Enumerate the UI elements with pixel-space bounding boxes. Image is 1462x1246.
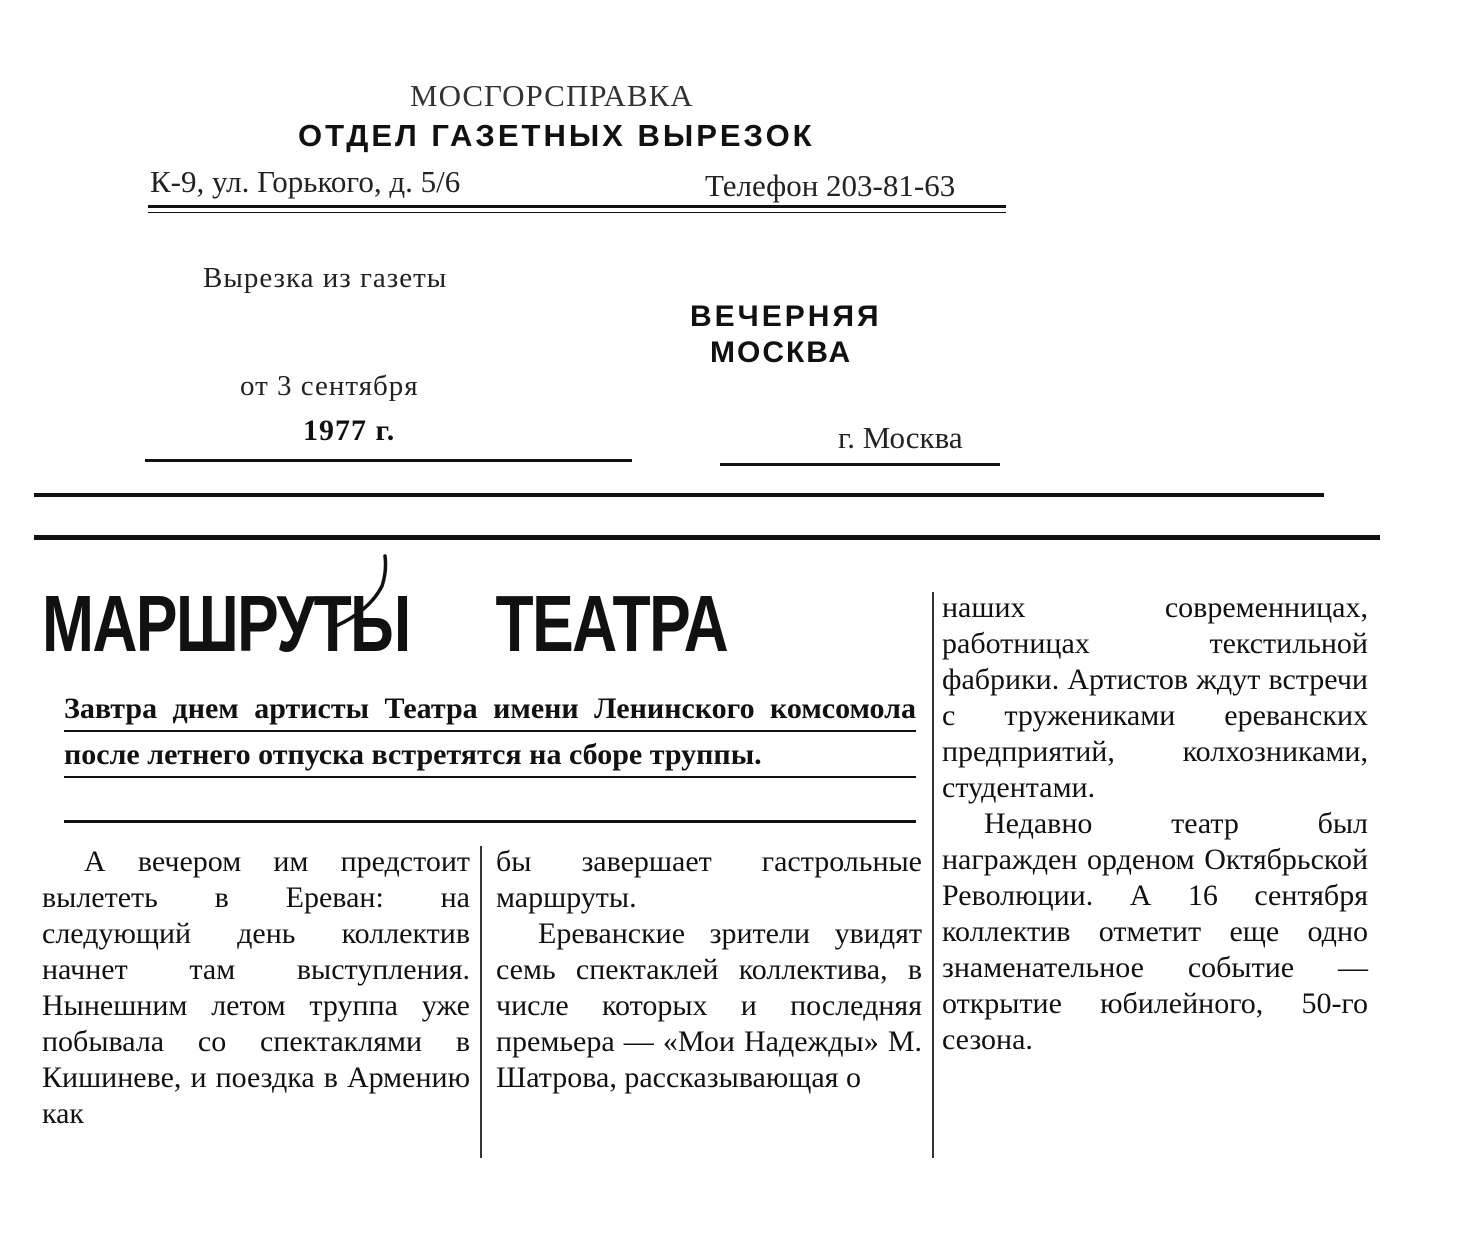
clipping-date: от 3 сентября [240, 370, 419, 402]
header-underline-thin [148, 212, 1006, 213]
paragraph: наших современницах, работницах текстильной фабрики. Артистов ждут встречи с тружениками ереванских предприятий, колхозниками, студентами. [942, 591, 1368, 804]
date-underline [145, 459, 632, 462]
article-column-3 [942, 590, 1368, 1058]
city-underline [720, 463, 1000, 466]
separator-line-2 [34, 535, 1380, 540]
department-name: ОТДЕЛ ГАЗЕТНЫХ ВЫРЕЗОК [298, 118, 815, 153]
column-divider-1 [480, 846, 482, 1158]
paragraph: бы завершает гастрольные маршруты. [496, 845, 922, 914]
paragraph: А вечером им предстоит вылететь в Ереван: на следующий день коллектив начнет там выступления. Нынешним летом труппа уже побывала со спектаклями в Кишиневе, и поездка в Армению как [42, 845, 470, 1130]
column-divider-2 [932, 592, 934, 1158]
article-lead: Завтра днем артисты Театра имени Ленинского комсомола после летнего отпуска встретятся на сборе труппы. [64, 692, 916, 771]
newspaper-name-line1: ВЕЧЕРНЯЯ [690, 300, 882, 333]
clipping-year: 1977 г. [303, 414, 396, 447]
paragraph: Ереванские зрители увидят семь спектаклей коллектива, в числе которых и последняя премьера — «Мои Надежды» М. Шатрова, рассказывающая о [496, 917, 922, 1094]
article-column-1 [42, 844, 470, 1132]
handwritten-check-mark [330, 550, 400, 640]
paragraph: Недавно театр был награжден орденом Октябрьской Революции. А 16 сентября коллектив отметит еще одно знаменательное событие — открытие юбилейного, 50-го сезона. [942, 807, 1368, 1056]
city-name: г. Москва [838, 420, 963, 455]
headline-word-2: ТЕАТРА [495, 579, 728, 668]
article-column-2 [496, 844, 922, 1096]
lead-rule-bottom [64, 820, 916, 823]
separator-line-1 [34, 493, 1324, 497]
newspaper-name-line2: МОСКВА [710, 336, 853, 369]
clipping-label: Вырезка из газеты [203, 262, 448, 294]
header-underline [148, 205, 1006, 208]
phone-number: Телефон 203-81-63 [705, 168, 956, 203]
organization-name: МОСГОРСПРАВКА [410, 78, 694, 113]
address: К-9, ул. Горького, д. 5/6 [150, 164, 461, 199]
headline-word-1: МАРШРУТЫ [42, 579, 410, 668]
